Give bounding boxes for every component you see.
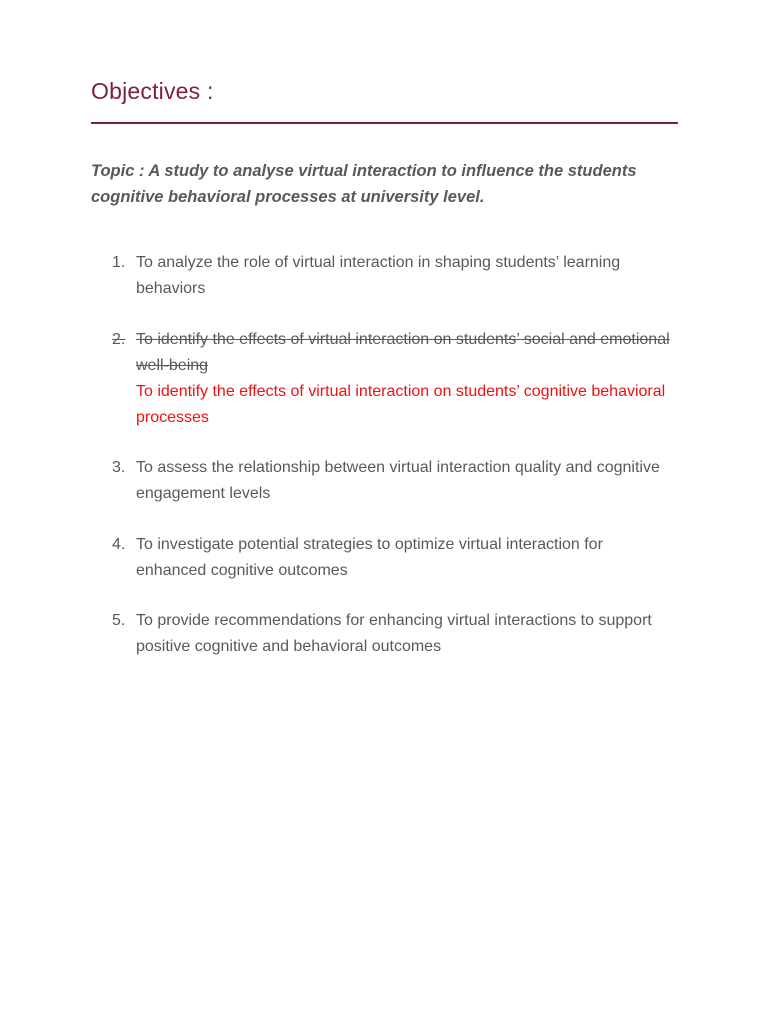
topic-statement: Topic : A study to analyse virtual interaction to influence the students cognitive behavioral processes at university level.	[91, 162, 637, 206]
page-heading: Objectives :	[91, 78, 214, 104]
objective-text: To assess the relationship between virtual interaction quality and cognitive engagement levels	[136, 459, 660, 502]
objective-text-inserted: To identify the effects of virtual interaction on students’ cognitive behavioral processes	[136, 383, 666, 426]
objective-number: 3.	[112, 459, 126, 476]
objective-text: To provide recommendations for enhancing virtual interactions to support positive cognitive and behavioral outcomes	[136, 612, 652, 655]
objective-number-deleted: 2.	[112, 331, 126, 348]
objective-text: To investigate potential strategies to optimize virtual interaction for enhanced cognitive outcomes	[136, 536, 603, 579]
objective-number: 4.	[112, 536, 126, 553]
objective-number: 5.	[112, 612, 126, 629]
heading-divider	[91, 122, 678, 124]
objective-number: 1.	[112, 254, 126, 271]
objective-text-deleted: To identify the effects of virtual interaction on students’ social and emotional well-being	[136, 331, 670, 374]
objective-text: To analyze the role of virtual interaction in shaping students’ learning behaviors	[136, 254, 621, 297]
